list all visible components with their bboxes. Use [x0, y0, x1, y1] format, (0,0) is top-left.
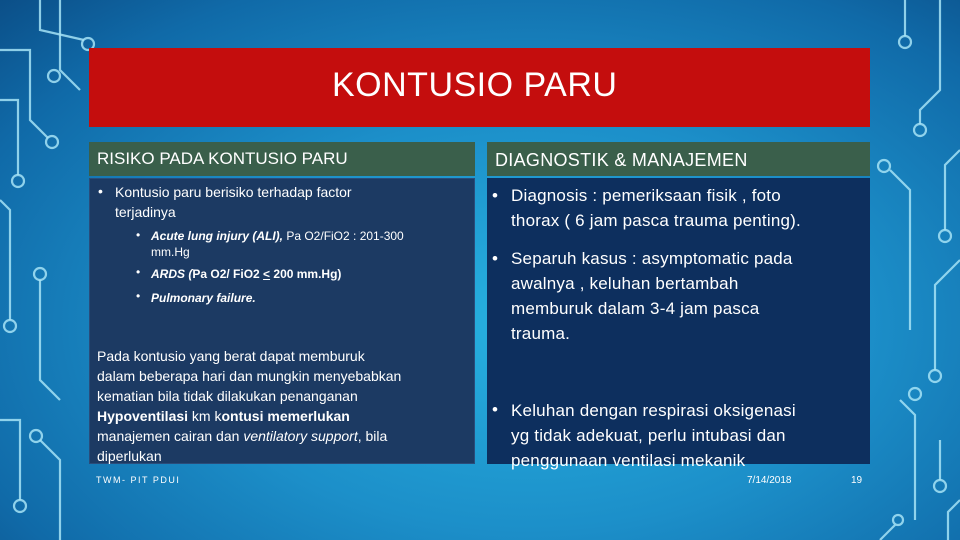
right-b3-line-1: Keluhan dengan respirasi oksigenasi	[511, 401, 796, 420]
bullet-dot: •	[98, 183, 103, 199]
sub-bullet-ali-line-2: mm.Hg	[151, 245, 190, 259]
bullet-dot: •	[136, 265, 141, 279]
ards-ratio: Pa O2/ FiO2	[192, 267, 264, 281]
para-fragment: ontusi memerlukan	[221, 408, 350, 424]
bullet-dot: •	[136, 228, 141, 242]
footer-author: TWM- PIT PDUI	[96, 475, 181, 485]
bullet-dot: •	[492, 400, 499, 419]
left-para-line-1: Pada kontusio yang berat dapat memburuk	[97, 348, 365, 364]
hypoventilasi: Hypoventilasi	[97, 408, 189, 424]
left-para-line-2: dalam beberapa hari dan mungkin menyebabkan	[97, 368, 402, 384]
para-fragment: k	[210, 408, 222, 424]
right-b1-line-1: Diagnosis : pemeriksaan fisik , foto	[511, 186, 781, 205]
left-bullet-line-2: terjadinya	[115, 204, 176, 220]
para-fragment: manajemen cairan dan	[97, 428, 244, 444]
right-b2-line-4: trauma.	[511, 324, 571, 343]
ards-symbol: <	[263, 267, 271, 281]
ards-label: ARDS (	[151, 267, 193, 281]
footer-page-number: 19	[851, 475, 863, 486]
bullet-dot: •	[492, 249, 499, 268]
para-fragment: , bila	[357, 428, 388, 444]
left-bullet-line-1: Kontusio paru berisiko terhadap factor	[115, 184, 352, 200]
ali-label: Acute lung injury (ALI),	[151, 229, 283, 243]
sub-bullet-ards	[151, 266, 341, 282]
para-fragment: m	[198, 408, 211, 424]
bullet-dot: •	[136, 289, 141, 303]
right-b2-line-1: Separuh kasus : asymptomatic pada	[511, 249, 793, 268]
sub-bullet-ali	[151, 228, 404, 244]
slide-title: KONTUSIO PARU	[332, 66, 618, 104]
bullet-dot: •	[492, 186, 499, 205]
ards-value: 200 mm.Hg)	[270, 267, 342, 281]
para-fragment: k	[188, 408, 199, 424]
sub-bullet-pulmonary: Pulmonary failure.	[151, 291, 256, 305]
footer-date: 7/14/2018	[747, 475, 792, 486]
right-b2-line-3: memburuk dalam 3-4 jam pasca	[511, 299, 760, 318]
right-heading: DIAGNOSTIK & MANAJEMEN	[487, 142, 870, 176]
left-para-line-5	[97, 426, 387, 446]
right-b2-line-2: awalnya , keluhan bertambah	[511, 274, 739, 293]
right-b1-line-2: thorax ( 6 jam pasca trauma penting).	[511, 211, 801, 230]
right-b3-line-2: yg tidak adekuat, perlu intubasi dan	[511, 426, 786, 445]
left-para-line-3: kematian bila tidak dilakukan penanganan	[97, 388, 358, 404]
right-b3-line-3: penggunaan ventilasi mekanik	[511, 451, 746, 470]
ali-value: Pa O2/FiO2 : 201-300	[283, 229, 404, 243]
left-para-line-6: diperlukan	[97, 448, 162, 464]
para-fragment: ventilatory support	[243, 428, 358, 444]
left-para-line-4	[97, 406, 350, 426]
left-heading: RISIKO PADA KONTUSIO PARU	[89, 142, 475, 176]
